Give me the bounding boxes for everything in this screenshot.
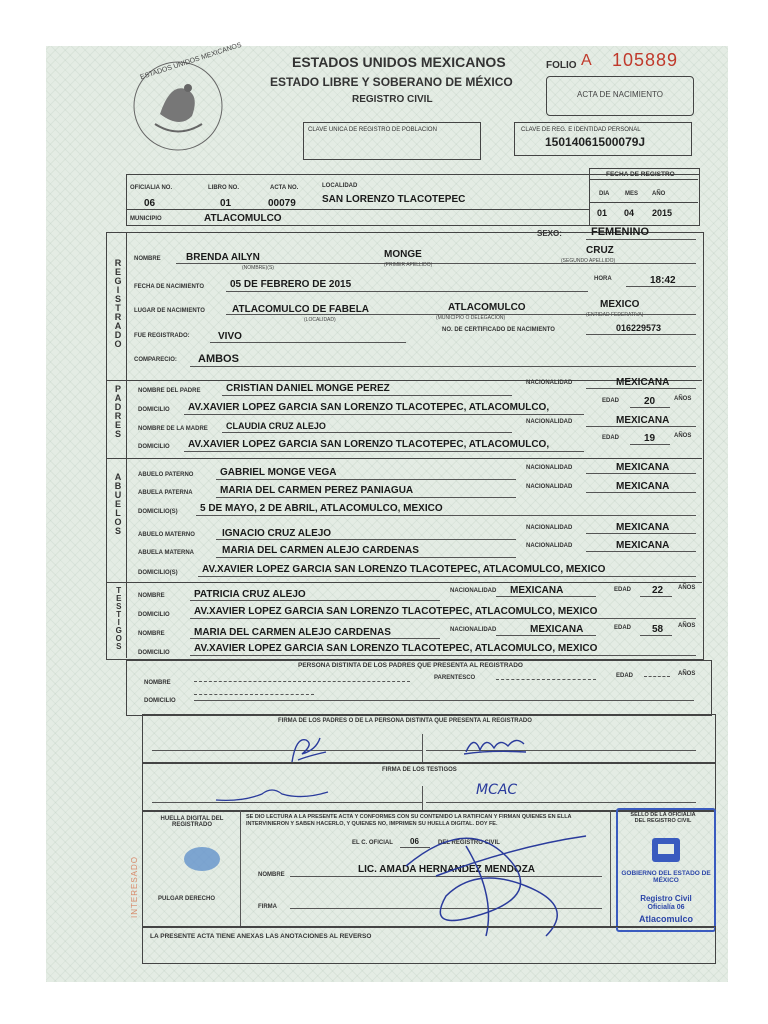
t2-nac-value: MEXICANA (530, 624, 584, 635)
stamp-of: Oficialía 06 (647, 904, 685, 911)
dia-label: DIA (599, 191, 610, 197)
oficial-no: 06 (410, 837, 419, 846)
madre-edad-value: 19 (644, 433, 656, 444)
abuela-paterna-value: MARIA DEL CARMEN PEREZ PANIAGUA (220, 485, 414, 496)
abuelo-paterno-value: GABRIEL MONGE VEGA (220, 467, 337, 478)
cert-value: 016229573 (616, 323, 662, 333)
eagle-seal-icon (130, 54, 226, 158)
madre-nac-label: NACIONALIDAD (526, 419, 573, 425)
curp-label: CLAVE UNICA DE REGISTRO DE POBLACION (308, 127, 437, 133)
t1-nombre-label: NOMBRE (138, 593, 165, 599)
primer-sub: (PRIMER APELLIDO) (384, 262, 433, 268)
firmas-testigos-title: FIRMA DE LOS TESTIGOS (382, 767, 457, 773)
sello-label: SELLO DE LA OFICIALIA DEL REGISTRO CIVIL (630, 812, 696, 824)
oficial-nombre-label: NOMBRE (258, 872, 285, 878)
padre-dom-label: DOMICILIO (138, 407, 170, 413)
madre-dom-label: DOMICILIO (138, 444, 170, 450)
ano-label: AÑO (652, 191, 666, 197)
huella-label: HUELLA DIGITAL DEL REGISTRADO (160, 816, 224, 828)
abm-nac-value: MEXICANA (616, 540, 670, 551)
fecha-registro-label: FECHA DE REGISTRO (606, 171, 675, 178)
municipio-label: MUNICIPIO (130, 216, 162, 222)
witness1-signature-icon (212, 782, 332, 806)
distinta-parentesco-label: PARENTESCO (434, 675, 476, 681)
t2-edad-label: EDAD (614, 625, 632, 631)
t2-edad-value: 58 (652, 624, 664, 635)
padre-label: NOMBRE DEL PADRE (138, 388, 201, 394)
am-nac-label: NACIONALIDAD (526, 525, 573, 531)
comparecio-value: AMBOS (198, 353, 239, 365)
madre-anos-label: AÑOS (674, 433, 692, 439)
stamp-gov: GOBIERNO DEL ESTADO DE MÉXICO (621, 870, 711, 884)
oficialia-label: OFICIALIA NO. (130, 185, 173, 191)
t2-anos-label: AÑOS (678, 623, 696, 629)
madre-label: NOMBRE DE LA MADRE (138, 426, 208, 432)
entidad-sub: (ENTIDAD FEDERATIVA) (586, 312, 644, 318)
t2-nombre-label: NOMBRE (138, 631, 165, 637)
abuelos-dom-m-value: AV.XAVIER LOPEZ GARCIA SAN LORENZO TLACOTEPEC, ATLACOMULCO, MEXICO (202, 564, 606, 575)
localidad-label: LOCALIDAD (322, 183, 358, 189)
madre-dom-value: AV.XAVIER LOPEZ GARCIA SAN LORENZO TLACOTEPEC, ATLACOMULCO, (188, 439, 550, 450)
section-testigos: TESTIGOS (114, 586, 124, 650)
libro-value: 01 (220, 198, 232, 209)
cert-label: NO. DE CERTIFICADO DE NACIMIENTO (442, 327, 555, 333)
abuela-paterna-label: ABUELA PATERNA (138, 490, 193, 496)
clave-label: CLAVE DE REG. E IDENTIDAD PERSONAL (521, 127, 641, 133)
header-office: REGISTRO CIVIL (352, 94, 433, 105)
oficial-firma-label: FIRMA (258, 904, 277, 910)
fue-value: VIVO (218, 331, 242, 342)
padre-dom-value: AV.XAVIER LOPEZ GARCIA SAN LORENZO TLACOTEPEC, ATLACOMULCO, (188, 402, 550, 413)
section-abuelos: ABUELOS (113, 472, 123, 535)
dia-value: 01 (597, 208, 608, 218)
header-state: ESTADO LIBRE Y SOBERANO DE MÉXICO (270, 75, 513, 89)
clave-value: 15014061500079J (545, 135, 646, 149)
ap-nac-label: NACIONALIDAD (526, 465, 573, 471)
interesado-label: INTERESADO (130, 856, 139, 919)
municipio-sub: (MUNICIPIO O DELEGACION) (436, 315, 506, 321)
abuelos-dom-p-label: DOMICILIO(S) (138, 509, 178, 515)
nombres-sub: (NOMBRE)(S) (242, 265, 274, 271)
lugar-label: LUGAR DE NACIMIENTO (134, 308, 205, 314)
padre-anos-label: AÑOS (674, 396, 692, 402)
lugar-entidad: MEXICO (600, 299, 640, 310)
segundo-apellido: CRUZ (586, 245, 614, 256)
firmas-padres-title: FIRMA DE LOS PADRES O DE LA PERSONA DISTINTA QUE PRESENTA AL REGISTRADO (278, 718, 532, 724)
distinta-nombre-label: NOMBRE (144, 680, 171, 686)
am-nac-value: MEXICANA (616, 522, 670, 533)
abp-nac-label: NACIONALIDAD (526, 484, 573, 490)
witness2-signature: MCAC (476, 782, 518, 798)
t2-nac-label: NACIONALIDAD (450, 627, 497, 633)
abp-nac-value: MEXICANA (616, 481, 670, 492)
stamp-city: Atlacomulco (638, 914, 693, 924)
oficial-suffix: DEL REGISTRO CIVIL (438, 840, 500, 846)
t1-nombre-value: PATRICIA CRUZ ALEJO (194, 589, 306, 600)
municipio-value: ATLACOMULCO (204, 213, 282, 224)
t2-nombre-value: MARIA DEL CARMEN ALEJO CARDENAS (194, 627, 391, 638)
fue-label: FUE REGISTRADO: (134, 333, 190, 339)
official-signature-icon (346, 806, 606, 946)
fecha-nac-value: 05 DE FEBRERO DE 2015 (230, 279, 352, 290)
oficial-label: EL C. OFICIAL (352, 840, 393, 846)
thumbprint-icon (182, 844, 224, 874)
t2-dom-label: DOMICILIO (138, 650, 170, 656)
padre-value: CRISTIAN DANIEL MONGE PEREZ (226, 383, 390, 394)
distinta-domicilio-label: DOMICILIO (144, 698, 176, 704)
lugar-sub: (LOCALIDAD) (304, 317, 336, 323)
hora-label: HORA (594, 276, 612, 282)
pulgar-label: PULGAR DERECHO (158, 896, 216, 902)
acta-label: ACTA NO. (270, 185, 299, 191)
header-country: ESTADOS UNIDOS MEXICANOS (292, 54, 506, 70)
t1-dom-value: AV.XAVIER LOPEZ GARCIA SAN LORENZO TLACOTEPEC, ATLACOMULCO, MEXICO (194, 606, 598, 617)
stamp-reg: Registro Civil (640, 894, 692, 903)
folio-number: 105889 (612, 50, 679, 70)
sexo-label: SEXO: (537, 229, 562, 238)
t1-anos-label: AÑOS (678, 585, 696, 591)
section-registrado: REGISTRADO (113, 258, 123, 348)
birth-certificate (46, 41, 728, 982)
abuela-materna-label: ABUELA MATERNA (138, 550, 194, 556)
clave-box (514, 122, 692, 156)
lugar-municipio: ATLACOMULCO (448, 302, 526, 313)
madre-edad-label: EDAD (602, 435, 620, 441)
nombres-value: BRENDA AILYN (186, 252, 260, 263)
seal-text: ESTADOS UNIDOS MEXICANOS (139, 41, 243, 82)
doc-type-box (546, 76, 694, 116)
anexas-text: LA PRESENTE ACTA TIENE ANEXAS LAS ANOTACIONES AL REVERSO (150, 933, 372, 940)
t1-edad-value: 22 (652, 585, 664, 596)
folio-letter: A (581, 52, 592, 69)
abuelos-dom-p-value: 5 DE MAYO, 2 DE ABRIL, ATLACOMULCO, MEXICO (200, 503, 443, 514)
abuelo-materno-label: ABUELO MATERNO (138, 532, 195, 538)
curp-box (303, 122, 481, 160)
doc-type: ACTA DE NACIMIENTO (577, 90, 663, 99)
t2-dom-value: AV.XAVIER LOPEZ GARCIA SAN LORENZO TLACOTEPEC, ATLACOMULCO, MEXICO (194, 643, 598, 654)
segundo-sub: (SEGUNDO APELLIDO) (561, 258, 616, 264)
localidad-value: SAN LORENZO TLACOTEPEC (322, 194, 466, 205)
father-signature-icon (282, 732, 332, 766)
abuelos-dom-m-label: DOMICILIO(S) (138, 570, 178, 576)
hora-value: 18:42 (650, 275, 676, 286)
primer-apellido: MONGE (384, 249, 422, 260)
acta-value: 00079 (268, 198, 296, 209)
padre-nac-value: MEXICANA (616, 377, 670, 388)
ano-value: 2015 (652, 208, 673, 218)
padre-nac-label: NACIONALIDAD (526, 380, 573, 386)
padre-edad-label: EDAD (602, 398, 620, 404)
official-stamp (616, 808, 716, 932)
distinta-title: PERSONA DISTINTA DE LOS PADRES QUE PRESENTA AL REGISTRADO (298, 662, 523, 669)
mes-value: 04 (624, 208, 635, 218)
oficialia-value: 06 (144, 198, 156, 209)
section-padres: PADRES (113, 384, 123, 438)
mother-signature-icon (460, 730, 530, 758)
stamp-emblem-icon (648, 836, 684, 866)
mes-label: MES (625, 191, 639, 197)
nombre-label: NOMBRE (134, 256, 161, 262)
madre-nac-value: MEXICANA (616, 415, 670, 426)
anexas-box (142, 926, 716, 964)
lugar-value: ATLACOMULCO DE FABELA (232, 304, 370, 315)
lectura-text: SE DIO LECTURA A LA PRESENTE ACTA Y CONFORMES CON SU CONTENIDO LA RATIFICAN Y FIRMAN QUIENES EN ELLA INTERVINIERON Y SABEN HACERLO, Y QUIENES NO, IMPRIMEN SU HUELLA DIGITAL. DOY FE. (246, 814, 572, 827)
distinta-edad-label: EDAD (616, 673, 634, 679)
ap-nac-value: MEXICANA (616, 462, 670, 473)
abuelo-paterno-label: ABUELO PATERNO (138, 472, 194, 478)
sexo-value: FEMENINO (591, 226, 650, 238)
abuelo-materno-value: IGNACIO CRUZ ALEJO (222, 528, 332, 539)
libro-label: LIBRO NO. (208, 185, 239, 191)
abuela-materna-value: MARIA DEL CARMEN ALEJO CARDENAS (222, 545, 419, 556)
distinta-anos-label: AÑOS (678, 671, 696, 677)
oficial-nombre-value: LIC. AMADA HERNANDEZ MENDOZA (358, 864, 536, 875)
madre-value: CLAUDIA CRUZ ALEJO (226, 421, 326, 431)
comparecio-label: COMPARECIO: (134, 357, 177, 363)
t1-dom-label: DOMICILIO (138, 612, 170, 618)
t1-edad-label: EDAD (614, 587, 632, 593)
t1-nac-value: MEXICANA (510, 585, 564, 596)
abm-nac-label: NACIONALIDAD (526, 543, 573, 549)
padre-edad-value: 20 (644, 396, 656, 407)
fecha-nac-label: FECHA DE NACIMIENTO (134, 284, 205, 290)
folio-label: FOLIO (546, 60, 577, 71)
t1-nac-label: NACIONALIDAD (450, 588, 497, 594)
